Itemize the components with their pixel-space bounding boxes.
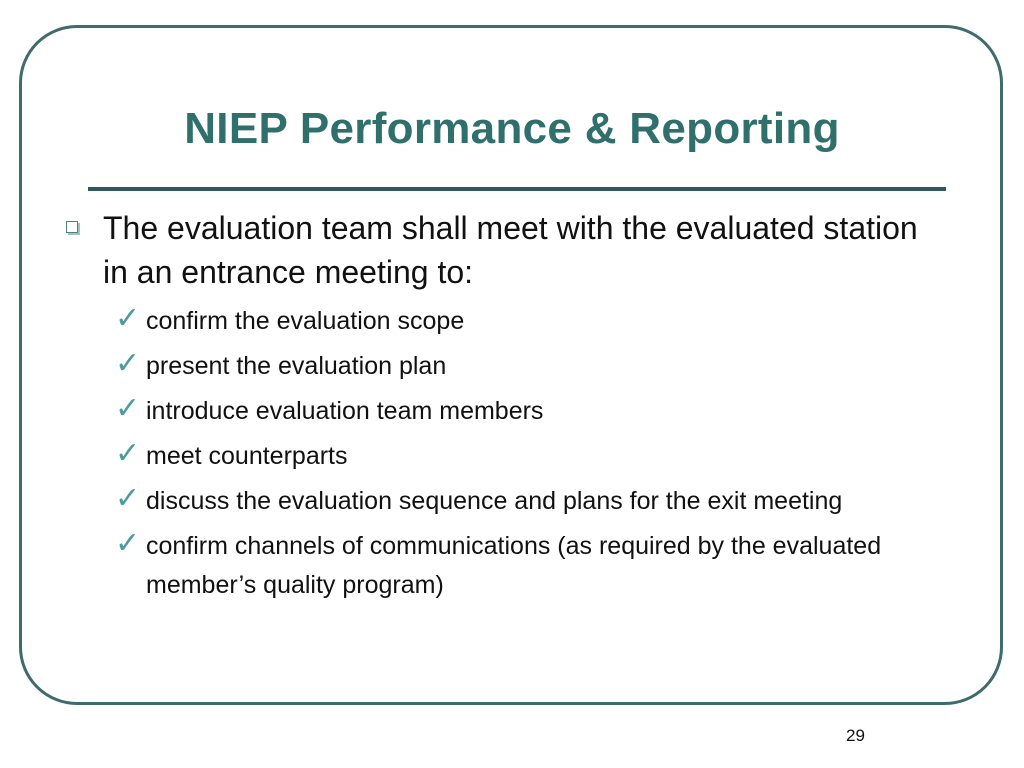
list-item bbox=[115, 437, 945, 476]
list-item-label: confirm the evaluation scope bbox=[146, 307, 465, 335]
page-number: 29 bbox=[846, 726, 865, 745]
slide-title: NIEP Performance & Reporting bbox=[184, 104, 840, 153]
checkmark-icon: ✓ bbox=[115, 481, 141, 516]
list-item-label: present the evaluation plan bbox=[146, 352, 447, 380]
checkmark-icon: ✓ bbox=[115, 391, 141, 426]
list-item bbox=[115, 392, 945, 431]
list-item bbox=[115, 302, 945, 341]
title-divider bbox=[88, 187, 946, 191]
list-item bbox=[115, 347, 945, 386]
list-item-label: confirm channels of communications (as required by the evaluated member’s quality program) bbox=[146, 532, 882, 599]
checkmark-icon: ✓ bbox=[115, 436, 141, 471]
list-item-label: discuss the evaluation sequence and plans for the exit meeting bbox=[146, 487, 843, 515]
checkmark-icon: ✓ bbox=[115, 301, 141, 336]
sub-bullet-list bbox=[115, 302, 945, 611]
list-item-label: introduce evaluation team members bbox=[146, 397, 544, 425]
main-bullet-text: The evaluation team shall meet with the evaluated station in an entrance meeting to: bbox=[103, 210, 918, 290]
list-item bbox=[115, 527, 945, 605]
checkmark-icon: ✓ bbox=[115, 346, 141, 381]
list-item-label: meet counterparts bbox=[146, 442, 348, 470]
checkmark-icon: ✓ bbox=[115, 526, 141, 561]
list-item bbox=[115, 482, 945, 521]
hollow-square-icon bbox=[66, 221, 78, 233]
